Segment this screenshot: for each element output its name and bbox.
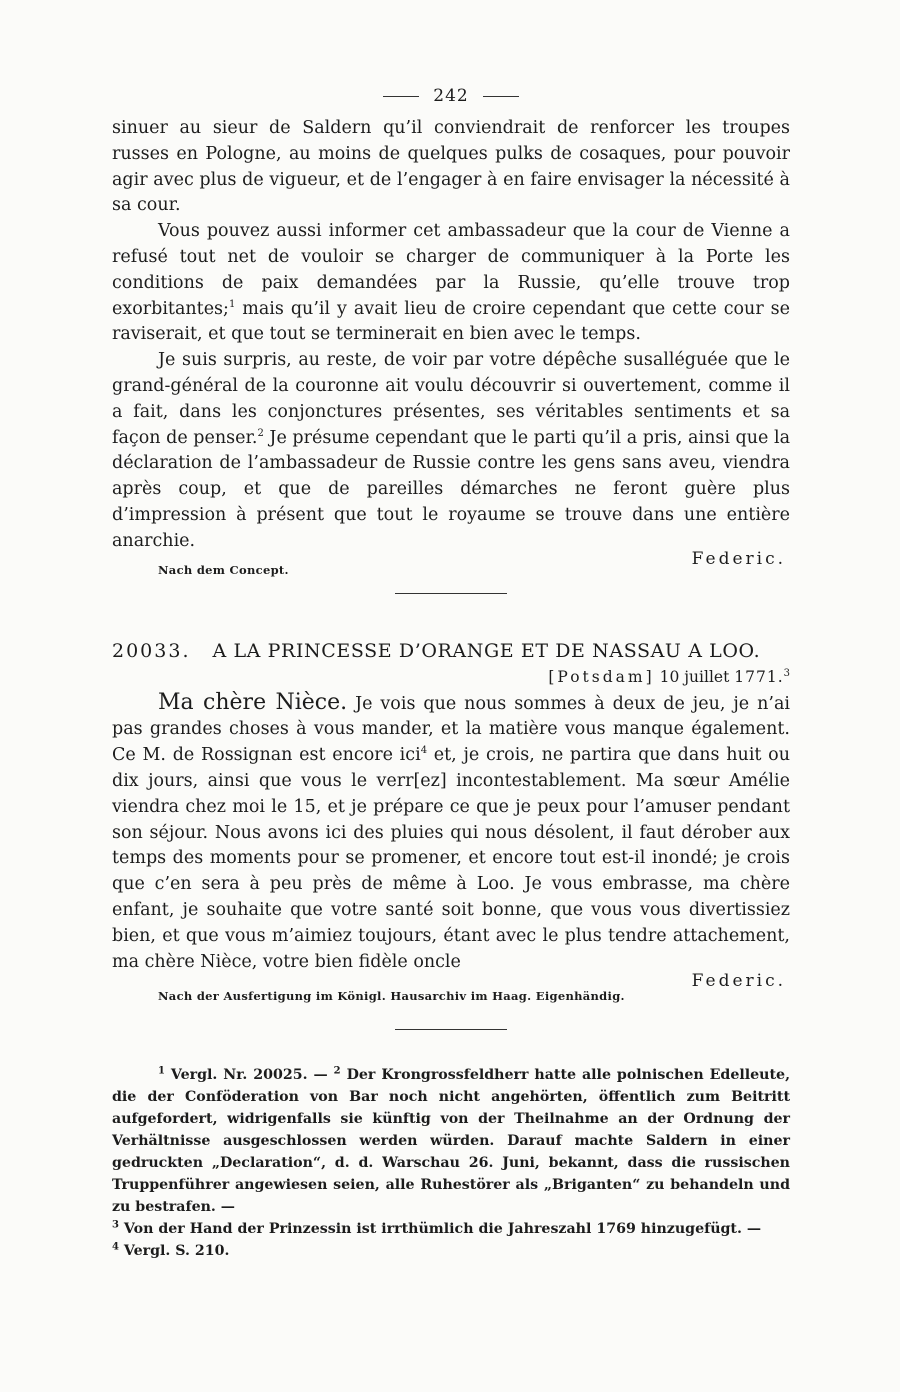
salutation: Ma chère Nièce. — [158, 689, 348, 715]
letter-body — [112, 690, 790, 976]
header-rule-right — [483, 96, 519, 97]
signature: Federic. — [691, 548, 786, 569]
footnote-text: Von der Hand der Prinzessin ist irrthümlich die Jahreszahl 1769 hinzugefügt. — — [118, 1221, 762, 1238]
footnote-marker: 2 — [333, 1065, 341, 1077]
paragraph-text: et, je crois, ne partira que dans huit ou dix jours, ainsi que vous le verr[ez] incontestablement. Ma sœur Amélie viendra chez moi le 15, et je prépare ce que je peux pour l’amuser pendant son séjour. Nous avons ici des pluies qui nous désolent, il faut dérober aux temps des moments pour se promener, et encore tout est-il inondé; je crois que c’en sera à peu près de même à Loo. Je vous embrasse, ma chère enfant, je souhaite que votre santé soit bonne, que vous vous divertissiez bien, et que vous m’aimiez toujours, étant avec le plus tendre attachement, ma chère Nièce, votre bien fidèle oncle — [112, 745, 790, 972]
footnote-marker: 3 — [112, 1219, 119, 1231]
footnote-marker: 2 — [257, 427, 264, 439]
paragraph-text: Je suis surpris, au reste, de voir par votre dépêche susalléguée que le grand-général de la couronne ait voulu découvrir si ouvertement, comme il a fait, dans les conjonctures présentes, ses véritables sentiments et sa façon de penser. — [112, 350, 790, 448]
source-note: Nach der Ausfertigung im Königl. Hausarchiv im Haag. Eigenhändig. — [158, 989, 625, 1004]
footnote-divider — [395, 1029, 507, 1030]
date-place: [Potsdam] — [548, 667, 655, 686]
book-page — [112, 86, 790, 1262]
footnote-marker: 4 — [420, 745, 428, 757]
header-rule-left — [383, 96, 419, 97]
footnote-4 — [112, 1240, 790, 1262]
footnote-marker: 1 — [228, 298, 236, 310]
source-note: Nach dem Concept. — [158, 562, 289, 577]
paragraph-vienne — [112, 219, 790, 348]
footnote-text: Vergl. S. 210. — [118, 1243, 230, 1260]
letter-number: 20033. — [112, 639, 191, 662]
footnote-text: Der Krongrossfeldherr hatte alle polnischen Edelleute, die der Conföderation von Bar noch nicht angehörten, öffentlich zum Beitritt aufgefordert, widrigenfalls sie künftig von der Theilnahme an der Ordnung der Verhältnisse ausgeschlossen werden würden. Darauf machte Saldern in einer gedruckten „Declaration“, d. d. Warschau 26. Juni, bekannt, dass die russischen Truppenführer angewiesen seien, alle Ruhestörer als „Briganten“ zu behandeln und zu bestrafen. — — [112, 1067, 791, 1216]
letter-title: A LA PRINCESSE D’ORANGE ET DE NASSAU A LOO. — [212, 639, 761, 662]
footnotes — [112, 1064, 790, 1262]
dateline — [112, 668, 790, 686]
footnote-marker: 4 — [112, 1241, 119, 1253]
date-year: 1771. — [734, 667, 784, 686]
date-day: 10 juillet — [659, 667, 730, 686]
section-divider — [395, 593, 507, 594]
footnote-text: Vergl. Nr. 20025. — — [164, 1067, 334, 1084]
letter-heading — [112, 640, 790, 668]
paragraph-text: mais qu’il y avait lieu de croire cependant que cette cour se raviserait, et que tout se terminerait en bien avec le temps. — [112, 298, 790, 345]
footnote-marker: 3 — [783, 667, 790, 679]
paragraph-text: Vous pouvez aussi informer cet ambassadeur que la cour de Vienne a refusé tout net de vouloir se charger de communiquer à la Porte les conditions de paix demandées par la Russie, qu’elle trouve trop exorbitantes; — [112, 221, 790, 319]
paragraph-text: Je vois que nous sommes à deux de jeu, je n’ai pas grandes choses à vous mander, et la matière vous manque également. Ce M. de Rossignan est encore ici — [112, 693, 790, 766]
paragraph-continuation: sinuer au sieur de Saldern qu’il conviendrait de renforcer les troupes russes en Pologne, au moins de quelques pulks de cosaques, pour pouvoir agir avec plus de vigueur, et de l’engager à en faire envisager la nécessité à sa cour. — [112, 118, 790, 216]
page-number: 242 — [433, 86, 469, 106]
footnote-3 — [112, 1218, 790, 1240]
signature: Federic. — [691, 971, 786, 992]
footnote-1-2 — [112, 1064, 790, 1218]
paragraph-text: Je présume cependant que le parti qu’il a pris, ainsi que la déclaration de l’ambassadeur de Russie contre les gens sans aveu, viendra après coup, et que de pareilles démarches ne feront guère plus d’impression à présent que tout le royaume se trouve dans une entière anarchie. — [112, 427, 790, 551]
footnote-marker: 1 — [158, 1065, 165, 1077]
page-header — [112, 86, 790, 116]
paragraph-surpris — [112, 348, 790, 554]
